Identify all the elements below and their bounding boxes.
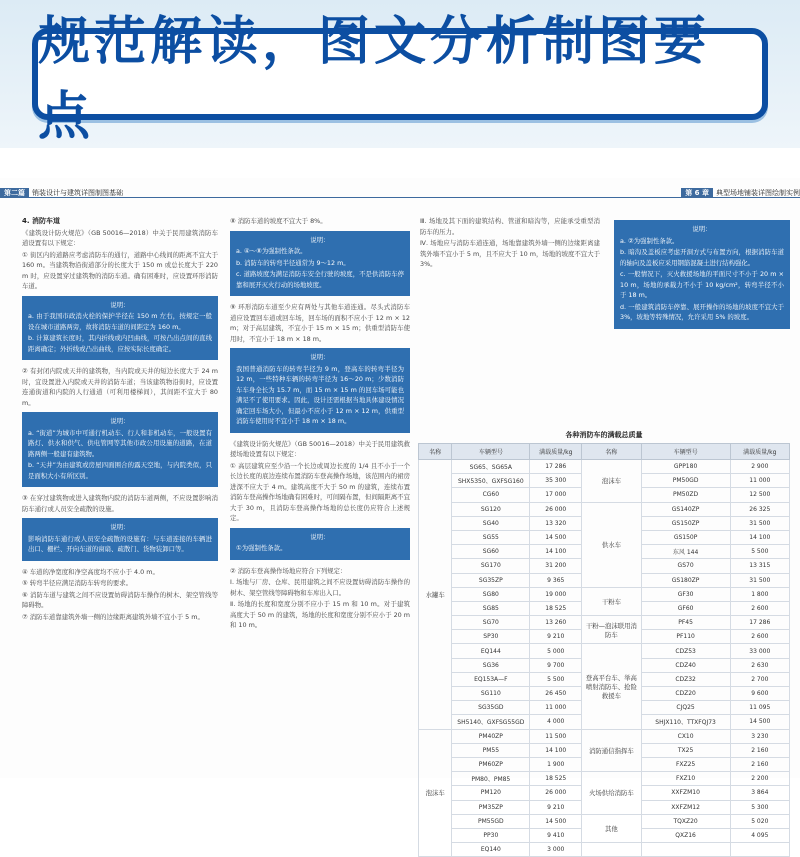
vehicle-category-cell: 其他 (582, 814, 641, 842)
load-mass-cell: 17 286 (530, 460, 582, 474)
paragraph: ③ 在穿过建筑物或进入建筑物内院的消防车道两侧，不应设置影响消防车通行或人员安全疏散的设施。 (22, 494, 218, 513)
load-mass-cell: 14 500 (730, 715, 789, 729)
note-title: 说明： (692, 225, 712, 233)
paragraph: ⑥ 消防车道与建筑之间不应设置妨碍消防车操作的树木、架空管线等障碍物。 (22, 590, 218, 609)
load-mass-cell: 26 000 (530, 502, 582, 516)
vehicle-model-cell: EQ153A—F (452, 672, 530, 686)
vehicle-category-cell: 登高平台车、举高喷射消防车、抢险救援车 (582, 644, 641, 729)
vehicle-model-cell: SG40 (452, 516, 530, 530)
vehicle-model-cell: SH5140、GXFSG55GD (452, 715, 530, 729)
load-mass-cell: 11 500 (530, 729, 582, 743)
note-text: b. 计算建筑长度时，其内折线或内凹曲线，可按凸出点间的直线距离确定；外折线或凸出曲线，应按实际长度确定。 (28, 334, 212, 353)
vehicle-category-cell: 泡沫车 (419, 729, 452, 857)
vehicle-model-cell: PM120 (452, 786, 530, 800)
note-title: 说明： (310, 532, 330, 541)
text-column-3 (420, 216, 600, 271)
empty-cell (582, 843, 641, 857)
vehicle-model-cell: GPP180 (641, 460, 730, 474)
load-mass-cell: 3 000 (530, 843, 582, 857)
table-row (419, 644, 790, 658)
note-text: a. “街道”为城市中可通行机动车、行人和非机动车，一般设置有路灯、供水和供气、供电管网等其他市政公用设施的道路，在道路两侧一般建有建筑物。 (28, 428, 212, 458)
banner-frame (32, 12, 768, 147)
paragraph: ⑧ 消防车道的坡度不宜大于 8%。 (230, 217, 327, 225)
load-mass-cell: 9 700 (530, 658, 582, 672)
fire-truck-weight-table (418, 443, 790, 857)
part-tag: 第二篇 (0, 188, 29, 198)
note-title: 说明： (310, 353, 330, 361)
note-text: a. 由于我国市政消火栓的保护半径在 150 m 左右，按规定一般设在城市道路两旁，故将消防车道的间距定为 160 m。 (28, 312, 212, 331)
load-mass-cell: 4 000 (530, 715, 582, 729)
vehicle-model-cell: GS180ZP (641, 573, 730, 587)
load-mass-cell: 3 230 (730, 729, 789, 743)
vehicle-model-cell: CJQ25 (641, 701, 730, 715)
load-mass-cell: 5 500 (730, 545, 789, 559)
vehicle-model-cell: SHJX110、TTXFQJ73 (641, 715, 730, 729)
load-mass-cell: 14 100 (530, 743, 582, 757)
load-mass-cell: 2 160 (730, 743, 789, 757)
load-mass-cell: 31 500 (730, 516, 789, 530)
chapter-tag: 第 6 章 (681, 188, 713, 198)
vehicle-model-cell: PM60ZP (452, 757, 530, 771)
section-heading: 4. 消防车道 (22, 217, 60, 225)
note-text: c. 一般情况下，灭火救援场地的平面尺寸不小于 20 m × 10 m，场地的承载力不小于 10 kg/cm²，转弯半径不小于 18 m。 (620, 270, 784, 299)
load-mass-cell: 2 700 (730, 672, 789, 686)
column-header: 满载质量/kg (530, 444, 582, 460)
vehicle-model-cell: PM50GD (641, 474, 730, 488)
vehicle-category-cell: 供水车 (582, 502, 641, 587)
paragraph: Ⅲ. 场地及其下面的建筑结构、管道和暗沟等，应能承受重型消防车的压力。 (420, 217, 600, 236)
vehicle-model-cell: CG60 (452, 488, 530, 502)
vehicle-model-cell: XXFZM10 (641, 786, 730, 800)
vehicle-category-cell: 干粉—泡沫联用消防车 (582, 616, 641, 644)
load-mass-cell: 14 500 (530, 814, 582, 828)
note-title: 说明： (110, 300, 130, 309)
running-head-right (400, 188, 800, 198)
vehicle-category-cell: 泡沫车 (582, 460, 641, 503)
paragraph: ① 高层建筑应至少沿一个长边或周边长度的 1/4 且不小于一个长边长度的底边连续布置消防车登高操作场地，该范围内的裙房进深不应大于 4 m。建筑高度不大于 50 m 的建筑，连续布置消防车登高操作场地确有困难时，可间隔布置，但间隔距离不宜大于 30 m，且消防车登高操作场地的总长度仍应符合上述规定。 (230, 461, 410, 522)
note-box (22, 518, 218, 561)
note-text: b. “天井”为由建筑或房屋四面围合的露天空地，与内院类似，只是面积大小有所区别。 (28, 461, 212, 480)
vehicle-model-cell: EQ140 (452, 843, 530, 857)
load-mass-cell: 13 320 (530, 516, 582, 530)
note-text: c. 道路坡度为满足消防车安全行驶的坡度，不是供消防车停靠和展开灭火行动的场地坡度。 (236, 270, 404, 289)
empty-cell (641, 843, 730, 857)
paragraph: Ⅰ. 场地与厂房、仓库、民用建筑之间不应设置妨碍消防车操作的树木、架空管线等障碍物和车库出入口。 (230, 578, 410, 597)
load-mass-cell: 2 600 (730, 630, 789, 644)
vehicle-model-cell: PF110 (641, 630, 730, 644)
load-mass-cell: 33 000 (730, 644, 789, 658)
note-text: 我国普通消防车的转弯半径为 9 m，登高车的转弯半径为 12 m，一些特种车辆的转弯半径为 16～20 m；少数消防车车身全长为 15.7 m，而 15 m × 15 m 的回车场可能也满足不了使用要求。因此，设计还需根据当地具体建设情况确定回车场大小，但最小不应小于 12 m × 12 m，供重型消防车使用时不宜小于 18 m × 18 m。 (236, 364, 404, 425)
vehicle-model-cell: PP30 (452, 828, 530, 842)
note-text: 影响消防车通行或人员安全疏散的设施有：与车道连接的车辆进出口、栅栏、开向车道的窗扇、疏散门、货物装卸口等。 (28, 534, 212, 553)
vehicle-model-cell: FXZ10 (641, 772, 730, 786)
load-mass-cell: 12 500 (730, 488, 789, 502)
table-row (419, 460, 790, 474)
chapter-title: 典型场地铺装详图绘制实例 (716, 188, 800, 197)
note-box (230, 348, 410, 433)
load-mass-cell: 31 200 (530, 559, 582, 573)
vehicle-model-cell: PM40ZP (452, 729, 530, 743)
vehicle-model-cell: SG170 (452, 559, 530, 573)
vehicle-category-cell: 消防通信指挥车 (582, 729, 641, 772)
banner-title: 规范解读，图文分析制图要点 (38, 12, 711, 147)
load-mass-cell: 18 525 (530, 601, 582, 615)
note-box (230, 231, 410, 297)
load-mass-cell: 2 200 (730, 772, 789, 786)
vehicle-model-cell: CX10 (641, 729, 730, 743)
load-mass-cell: 26 325 (730, 502, 789, 516)
load-mass-cell: 11 000 (530, 701, 582, 715)
load-mass-cell: 3 864 (730, 786, 789, 800)
vehicle-model-cell: GF60 (641, 601, 730, 615)
vehicle-model-cell: SHX5350、GXFSG160 (452, 474, 530, 488)
paragraph: ⑨ 环形消防车道至少应有两处与其他车道连通。尽头式消防车道应设置回车道或回车场，回车场的面积不应小于 12 m × 12 m；对于高层建筑，不宜小于 15 m × 15 m；供重型消防车使用时，不宜小于 18 m × 18 m。 (230, 303, 410, 343)
load-mass-cell: 18 525 (530, 772, 582, 786)
vehicle-model-cell: SG35GD (452, 701, 530, 715)
load-mass-cell: 1 800 (730, 587, 789, 601)
vehicle-model-cell: SG65、SG65A (452, 460, 530, 474)
load-mass-cell: 1 900 (530, 757, 582, 771)
column-header: 名称 (582, 444, 641, 460)
note-box (22, 412, 218, 487)
load-mass-cell: 9 410 (530, 828, 582, 842)
paragraph: Ⅱ. 场地的长度和宽度分别不应小于 15 m 和 10 m。对于建筑高度大于 50 m 的建筑，场地的长度和宽度分别不应小于 20 m 和 10 m。 (230, 600, 410, 629)
paragraph: 《建筑设计防火规范》（GB 50016—2018）中关于民用建筑救援场地设置有以下规定： (230, 439, 410, 458)
vehicle-model-cell: GS70 (641, 559, 730, 573)
load-mass-cell: 26 450 (530, 687, 582, 701)
load-mass-cell: 4 095 (730, 828, 789, 842)
vehicle-model-cell: GS140ZP (641, 502, 730, 516)
vehicle-model-cell: SP30 (452, 630, 530, 644)
part-title: 销装设计与建筑详图制图基础 (32, 188, 123, 197)
load-mass-cell: 9 210 (530, 800, 582, 814)
table-row (419, 616, 790, 630)
paragraph: ⑤ 转弯半径应满足消防车转弯的要求。 (22, 579, 133, 587)
table-row (419, 843, 790, 857)
load-mass-cell: 2 630 (730, 658, 789, 672)
vehicle-category-cell: 火场供给消防车 (582, 772, 641, 815)
text-column-2 (230, 216, 410, 632)
paragraph: ⑦ 消防车道靠建筑外墙一侧的边缘距离建筑外墙不宜小于 5 m。 (22, 612, 204, 621)
load-mass-cell: 2 900 (730, 460, 789, 474)
vehicle-model-cell: TQXZ20 (641, 814, 730, 828)
vehicle-model-cell: XXFZM12 (641, 800, 730, 814)
vehicle-model-cell: SG80 (452, 587, 530, 601)
text-column-1 (22, 216, 218, 623)
paragraph: ① 街区内的道路应考虑消防车的通行，道路中心线间的距离不宜大于 160 m。当建筑物沿街道部分的长度大于 150 m 或总长度大于 220 m 时，应设置穿过建筑物的消防车道。确有困难时，应设置环形消防车道。 (22, 250, 218, 290)
vehicle-model-cell: SG70 (452, 616, 530, 630)
table-row (419, 729, 790, 743)
vehicle-model-cell: GS150P (641, 530, 730, 544)
text-column-4 (614, 216, 790, 335)
note-box (614, 220, 790, 329)
vehicle-model-cell: FXZ25 (641, 757, 730, 771)
running-head-left (0, 188, 400, 198)
note-box (22, 296, 218, 361)
note-text: ①为强制性条款。 (236, 544, 287, 552)
load-mass-cell: 11 095 (730, 701, 789, 715)
note-title: 说明： (310, 235, 330, 244)
vehicle-model-cell: SG120 (452, 502, 530, 516)
vehicle-model-cell: GS150ZP (641, 516, 730, 530)
paragraph: ④ 车道的净宽度和净空高度均不应小于 4.0 m。 (22, 567, 159, 576)
note-text: b. 消防车的转弯半径通常为 9～12 m。 (236, 258, 350, 267)
note-text: a. ④～⑧为强制性条款。 (236, 247, 307, 255)
note-text: d. 一般建筑消防车停靠、展开操作的场地的坡度不宜大于 3%，坡地等特殊情况，允许采用 5% 的坡度。 (620, 302, 784, 321)
load-mass-cell: 19 000 (530, 587, 582, 601)
vehicle-model-cell: SG60 (452, 545, 530, 559)
table-header-row (419, 444, 790, 460)
load-mass-cell: 13 260 (530, 616, 582, 630)
vehicle-model-cell: EQ144 (452, 644, 530, 658)
load-mass-cell: 17 000 (530, 488, 582, 502)
load-mass-cell: 14 100 (530, 545, 582, 559)
load-mass-cell: 9 365 (530, 573, 582, 587)
vehicle-category-cell: 干粉车 (582, 587, 641, 615)
vehicle-model-cell: CDZ32 (641, 672, 730, 686)
vehicle-model-cell: SG85 (452, 601, 530, 615)
table-title: 各种消防车的满载总质量 (565, 431, 643, 439)
vehicle-model-cell: 东风 144 (641, 545, 730, 559)
paragraph: ② 有封闭内院或天井的建筑物，当内院或天井的短边长度大于 24 m 时，宜设置进入内院或天井的消防车道；当该建筑物沿街时，应设置连通街道和内院的人行通道（可利用楼梯间），其间距不宜大于 80 m。 (22, 367, 218, 407)
column-header: 车辆型号 (641, 444, 730, 460)
vehicle-model-cell: PM80、PM85 (452, 772, 530, 786)
banner (0, 0, 800, 148)
load-mass-cell: 5 300 (730, 800, 789, 814)
load-mass-cell: 2 160 (730, 757, 789, 771)
table-row (419, 502, 790, 516)
vehicle-model-cell: PM35ZP (452, 800, 530, 814)
table-row (419, 772, 790, 786)
paragraph: Ⅳ. 场地应与消防车道连通，场地靠建筑外墙一侧的边缘距离建筑外墙不宜小于 5 m，且不应大于 10 m，场地的坡度不宜大于 3%。 (420, 239, 600, 268)
note-title: 说明： (110, 523, 130, 531)
load-mass-cell: 2 600 (730, 601, 789, 615)
load-mass-cell: 35 300 (530, 474, 582, 488)
load-mass-cell: 13 315 (730, 559, 789, 573)
table-row (419, 814, 790, 828)
note-text: a. ②为强制性条款。 (620, 236, 679, 245)
load-mass-cell: 9 210 (530, 630, 582, 644)
fire-truck-table-section (418, 430, 790, 854)
column-header: 名称 (419, 444, 452, 460)
note-box (230, 528, 410, 560)
vehicle-model-cell: CDZ40 (641, 658, 730, 672)
vehicle-model-cell: PM50ZD (641, 488, 730, 502)
note-text: b. 暗沟及盖板应考虑开洞方式与布置方向，根据消防车道的轴向及盖板应采用钢筋混凝土进行结构强化。 (620, 248, 784, 267)
load-mass-cell: 26 000 (530, 786, 582, 800)
vehicle-model-cell: PM55 (452, 743, 530, 757)
vehicle-model-cell: SG35ZP (452, 573, 530, 587)
vehicle-model-cell: GF30 (641, 587, 730, 601)
vehicle-model-cell: SG110 (452, 687, 530, 701)
load-mass-cell: 31 500 (730, 573, 789, 587)
load-mass-cell: 5 500 (530, 672, 582, 686)
vehicle-model-cell: PM55GD (452, 814, 530, 828)
note-title: 说明： (110, 417, 130, 425)
paragraph: 《建筑设计防火规范》（GB 50016—2018）中关于民用建筑消防车道设置有以下规定： (22, 228, 218, 247)
vehicle-category-cell: 水罐车 (419, 460, 452, 730)
load-mass-cell: 14 100 (730, 530, 789, 544)
vehicle-model-cell: SG36 (452, 658, 530, 672)
load-mass-cell: 5 020 (730, 814, 789, 828)
column-header: 满载质量/kg (730, 444, 789, 460)
load-mass-cell: 9 600 (730, 687, 789, 701)
table-row (419, 587, 790, 601)
load-mass-cell: 17 286 (730, 616, 789, 630)
vehicle-model-cell: CDZ20 (641, 687, 730, 701)
vehicle-model-cell: SG55 (452, 530, 530, 544)
vehicle-model-cell: CDZ53 (641, 644, 730, 658)
paragraph: ② 消防车登高操作场地应符合下列规定： (230, 566, 347, 575)
load-mass-cell: 5 000 (530, 644, 582, 658)
load-mass-cell: 14 500 (530, 530, 582, 544)
vehicle-model-cell: PF45 (641, 616, 730, 630)
column-header: 车辆型号 (452, 444, 530, 460)
vehicle-model-cell: TX25 (641, 743, 730, 757)
empty-cell (730, 843, 789, 857)
book-page (0, 178, 800, 854)
load-mass-cell: 11 000 (730, 474, 789, 488)
vehicle-model-cell: QXZ16 (641, 828, 730, 842)
